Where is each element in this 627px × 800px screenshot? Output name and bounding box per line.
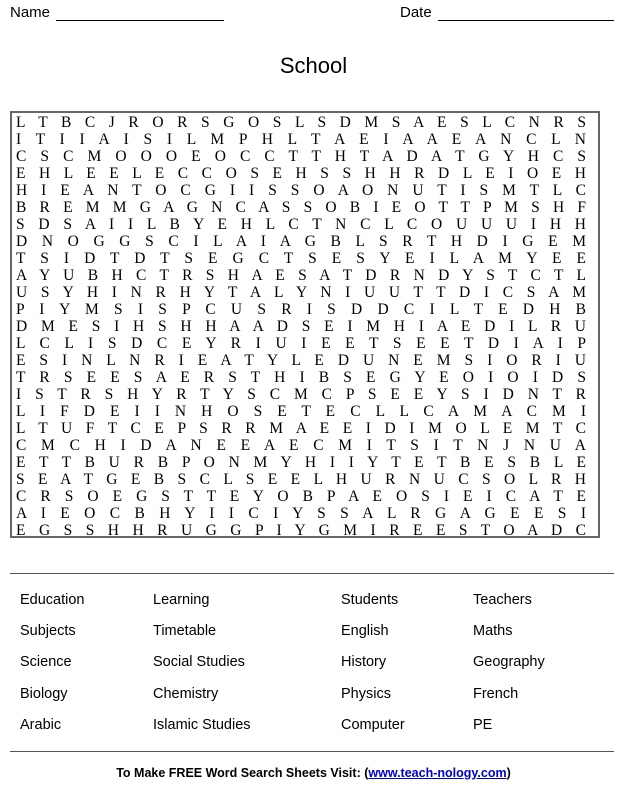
word-item: Subjects (20, 623, 76, 640)
grid-row: E H L E E L E C C O S E H S S H H R D L E I O E H (16, 165, 586, 182)
word-column (153, 590, 251, 746)
grid-row: U S Y H I N R H Y T A L Y N I U U T T D I C S A M (16, 284, 586, 301)
grid-row: D N O G G S C I L A I A G B L S R T H D I G E M (16, 233, 586, 250)
word-item: Students (341, 592, 399, 608)
grid-row: E S I N L N R I E A T Y L E D U N E M S I O R I U (16, 352, 586, 369)
footer-close: ) (506, 766, 511, 780)
name-label: Name (10, 4, 51, 21)
divider-top (10, 573, 614, 574)
grid-row: I S T R S H Y R T Y S C M C P S E E Y S I D N T R (16, 386, 586, 403)
grid-row: I T I I A I S I L M P H L T A E I A A E A N C L N (16, 131, 586, 148)
word-item: Social Studies (153, 654, 245, 671)
grid-row: S E A T G E B S C L S E E L H U R N U C S O L R H (16, 471, 586, 488)
word-item: Physics (341, 685, 391, 702)
word-item: Arabic (20, 716, 62, 733)
grid-row: D M E S I H S H H A A D S E I M H I A E D I L R U (16, 318, 586, 335)
grid-row: S D S A I I L B Y E H L C T N C L C O U U U I H H (16, 216, 586, 233)
grid-row: L I F D E I I N H O S E T E C L L C A M A C M I (16, 403, 586, 420)
date-label: Date (400, 4, 432, 21)
word-item: History (341, 654, 387, 671)
footer-text: To Make FREE Word Search Sheets Visit: ( (116, 766, 369, 780)
word-item: Biology (20, 685, 68, 702)
grid-row: L T U F T C E P S R R M A E E I D I M O L E M T C (16, 420, 586, 437)
word-item: Timetable (153, 623, 217, 640)
grid-row: L T B C J R O R S G O S L S D M S A E S L C N R S (16, 114, 586, 131)
grid-row: E G S S H H R U G G P I Y G M I R E E S T O A D C (16, 522, 586, 539)
word-item: Teachers (473, 592, 532, 608)
word-column (341, 590, 405, 746)
word-item: Education (20, 592, 85, 608)
page-title: School (279, 53, 348, 78)
word-column (20, 590, 85, 746)
footer (0, 766, 627, 780)
footer-link[interactable]: www.teach-nology.com (368, 766, 507, 780)
word-item: English (341, 623, 389, 640)
word-column (473, 590, 545, 746)
grid-row: T R S E E S A E R S T H I B S E G Y E O I O I D S (16, 369, 586, 386)
grid-row: H I E A N T O C G I I S S O A O N U T I S M T L C (16, 182, 586, 199)
word-item: Computer (341, 716, 405, 733)
date-line (438, 5, 614, 21)
grid-row: C M C H I D A N E E A E C M I T S I T N J N U A (16, 437, 586, 454)
grid-row: P I Y M S I S P C U S R I S D D C I L T E D H B (16, 301, 586, 318)
grid-row: A Y U B H C T R S H A E S A T D R N D Y S T C T L (16, 267, 586, 284)
divider-bottom (10, 751, 614, 752)
word-item: French (473, 685, 519, 702)
word-item: Science (20, 654, 72, 671)
grid-row: L C L I S D C E Y R I U I E E T S E E T D I A I P (16, 335, 586, 352)
grid-row: A I E O C B H Y I I C I Y S S A L R G A G E E S I (16, 505, 586, 522)
word-item: Chemistry (153, 685, 219, 702)
grid-row: C R S O E G S T T E Y O B P A E O S I E I C A T E (16, 488, 586, 505)
name-line (56, 5, 224, 21)
word-item: PE (473, 716, 493, 733)
grid-row: E T T B U R B P O N M Y H I I Y T E T B E S B L E (16, 454, 586, 471)
grid-row: B R E M M G A G N C A S S O B I E O T T P M S H F (16, 199, 586, 216)
date-field[interactable] (400, 4, 614, 21)
word-item: Learning (153, 592, 210, 608)
name-field[interactable] (10, 4, 224, 21)
grid-row: T S I D T D T S E G C T S E S Y E I L A M Y E E (16, 250, 586, 267)
grid-row: C S C M O O O E O C C T T H T A D A T G Y H C S (16, 148, 586, 165)
word-search-grid (10, 111, 600, 538)
word-item: Islamic Studies (153, 716, 251, 733)
word-item: Maths (473, 623, 513, 640)
word-item: Geography (473, 654, 545, 671)
